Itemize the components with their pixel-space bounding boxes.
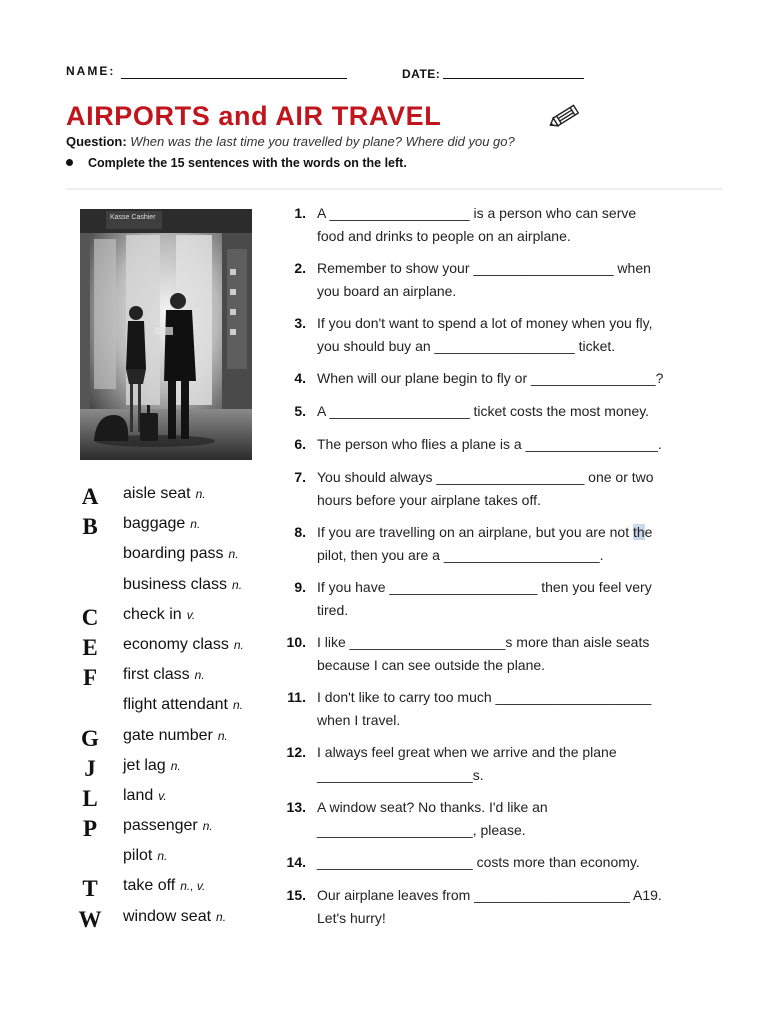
question-label: Question: — [66, 134, 127, 149]
sentence-line: you should buy an __________________ ticket. — [317, 337, 616, 354]
sign-text: Kasse Cashier — [110, 214, 156, 221]
word: pilot — [123, 847, 153, 865]
word: take off — [123, 877, 176, 895]
sentence-line: If you are travelling on an airplane, but you are not the — [317, 524, 653, 540]
divider — [66, 188, 722, 190]
word: jet lag — [123, 756, 166, 774]
sentence-line: ____________________, please. — [317, 821, 526, 838]
date-field-line[interactable] — [443, 78, 584, 79]
sentence-line: A __________________ is a person who can serve — [317, 205, 637, 221]
sentence-line: Our airplane leaves from ____________________ A19. — [317, 887, 662, 903]
word: baggage — [123, 515, 186, 533]
sentence-line: If you don't want to spend a lot of money when you fly, — [317, 315, 653, 331]
sentence-line: ____________________ costs more than economy. — [317, 854, 640, 870]
word: land — [123, 786, 154, 804]
sentence-line: tired. — [317, 601, 349, 618]
bullet-icon — [66, 159, 73, 166]
sentence-number: 11. — [287, 689, 306, 705]
sentence-line: food and drinks to people on an airplane. — [317, 227, 571, 244]
letter: P — [82, 816, 98, 842]
part-of-speech: n. — [170, 758, 181, 773]
sentence-line: Let's hurry! — [317, 909, 386, 926]
sentence-number: 1. — [294, 205, 306, 221]
word: gate number — [123, 726, 213, 744]
part-of-speech: n. — [232, 698, 243, 713]
sentence-number: 13. — [286, 799, 306, 815]
word-bank-item — [123, 752, 273, 782]
letter: L — [82, 785, 98, 811]
word-bank — [123, 480, 273, 933]
sentence-number: 3. — [294, 315, 306, 331]
sentence-line: ____________________s. — [317, 766, 484, 783]
sentence-number: 14. — [286, 854, 306, 870]
sentence-line: hours before your airplane takes off. — [317, 491, 541, 508]
sentence-line: because I can see outside the plane. — [317, 656, 546, 673]
name-label: NAME: — [66, 64, 116, 78]
name-field-line[interactable] — [121, 78, 347, 79]
part-of-speech: n., v. — [180, 879, 206, 894]
letter: A — [81, 484, 99, 509]
word-bank-item — [123, 631, 273, 661]
question-text: When was the last time you travelled by plane? Where did you go? — [130, 134, 515, 149]
sentence-number: 8. — [294, 524, 306, 540]
sentence-number: 6. — [294, 436, 306, 452]
sentence-line: The person who flies a plane is a _________________. — [317, 436, 662, 452]
instruction-text: Complete the 15 sentences with the words on the left. — [88, 156, 407, 170]
text-selection-highlight[interactable]: th — [632, 524, 645, 540]
letter — [68, 573, 112, 603]
letter: C — [81, 604, 99, 630]
word-bank-item — [123, 812, 273, 842]
word: aisle seat — [123, 485, 191, 502]
letter: F — [82, 665, 98, 691]
part-of-speech: n. — [195, 487, 206, 501]
sentence-line: A __________________ ticket costs the most money. — [317, 403, 650, 419]
part-of-speech: v. — [186, 607, 196, 622]
word-bank-item — [123, 722, 273, 752]
letter: W — [78, 906, 102, 932]
letter: G — [81, 725, 99, 751]
sentence-number: 5. — [294, 403, 306, 419]
letter: B — [82, 514, 98, 540]
part-of-speech: n. — [194, 668, 205, 683]
sentence-line: I like ____________________s more than aisle seats — [317, 634, 650, 650]
word: passenger — [123, 817, 198, 835]
word: economy class — [123, 635, 229, 653]
word-bank-item — [123, 661, 273, 691]
word-bank-item — [123, 540, 273, 570]
word-bank-item — [123, 872, 273, 902]
part-of-speech: n. — [202, 819, 213, 834]
word: flight attendant — [123, 696, 228, 714]
word-bank-item — [123, 480, 273, 510]
sentence-line: I always feel great when we arrive and the plane — [317, 744, 617, 760]
question — [66, 134, 515, 149]
word-bank-item — [123, 571, 273, 601]
word-bank-item — [123, 691, 273, 721]
word: window seat — [123, 907, 212, 925]
part-of-speech: n. — [217, 728, 228, 743]
page-title: AIRPORTS and AIR TRAVEL — [66, 101, 442, 131]
sentence-line: pilot, then you are a ____________________. — [317, 546, 604, 563]
letter: J — [84, 755, 96, 781]
sentence-line: Remember to show your __________________ when — [317, 260, 651, 276]
pencil-icon — [547, 99, 585, 133]
instruction — [66, 156, 407, 170]
sentence-number: 4. — [294, 370, 306, 386]
part-of-speech: v. — [158, 788, 167, 803]
word: boarding pass — [123, 545, 224, 563]
part-of-speech: n. — [216, 909, 227, 924]
word: check in — [123, 605, 182, 623]
word: first class — [123, 666, 190, 684]
sentence-number: 15. — [286, 887, 306, 903]
letter: E — [82, 634, 98, 660]
airport-photo — [80, 209, 252, 460]
part-of-speech: n. — [233, 637, 244, 652]
letter — [68, 542, 112, 572]
sentence-number: 2. — [294, 260, 306, 276]
sentence-line: If you have ___________________ then you feel very — [317, 579, 652, 595]
sentence-line: you board an airplane. — [317, 282, 457, 299]
sentence-line: when I travel. — [317, 711, 401, 728]
word-bank-item — [123, 842, 273, 872]
letters-column — [68, 482, 112, 935]
letter — [68, 844, 112, 874]
sentence-number: 7. — [294, 469, 306, 485]
letter — [68, 693, 112, 723]
sentence-number: 10. — [286, 634, 306, 650]
sentence-line: You should always ___________________ one or two — [317, 469, 654, 485]
date-label: DATE: — [402, 67, 441, 81]
part-of-speech: n. — [228, 547, 239, 562]
sentence-line: I don't like to carry too much ____________________ — [317, 689, 652, 705]
word-bank-item — [123, 510, 273, 540]
part-of-speech: n. — [190, 517, 201, 532]
word-bank-item — [123, 601, 273, 631]
word-bank-item — [123, 903, 273, 933]
part-of-speech: n. — [157, 849, 168, 864]
word: business class — [123, 575, 228, 593]
sentence-number: 9. — [294, 579, 306, 595]
letter: T — [82, 876, 98, 902]
word-bank-item — [123, 782, 273, 812]
sentence-number: 12. — [286, 744, 306, 760]
part-of-speech: n. — [232, 577, 243, 592]
sentence-line: A window seat? No thanks. I'd like an — [317, 799, 548, 815]
sentence-line: When will our plane begin to fly or ________________? — [317, 370, 664, 386]
